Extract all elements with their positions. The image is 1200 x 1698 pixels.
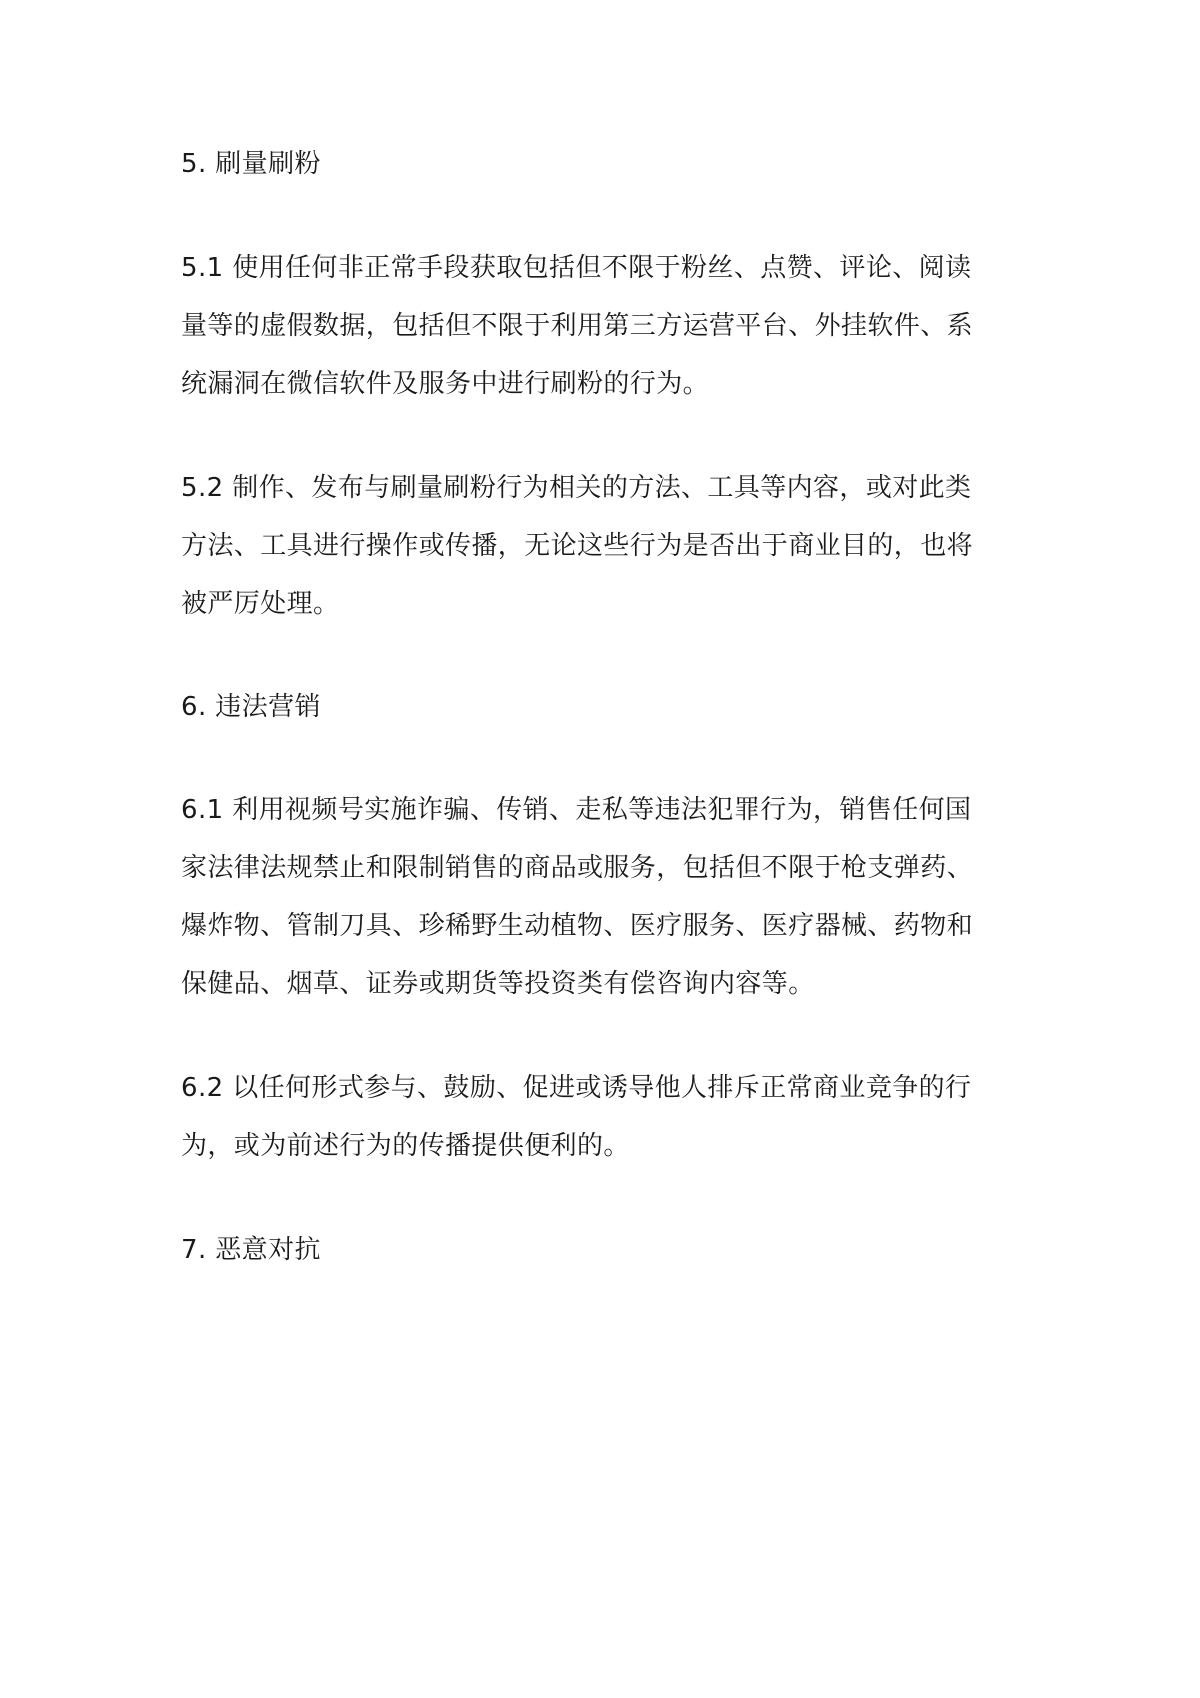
paragraph-line: 量等的虚假数据，包括但不限于利用第三方运营平台、外挂软件、系 xyxy=(181,311,974,341)
paragraph-line: 方法、工具进行操作或传播，无论这些行为是否出于商业目的，也将 xyxy=(181,531,974,561)
paragraph-line: 被严厉处理。 xyxy=(181,589,340,619)
paragraph-line: 为，或为前述行为的传播提供便利的。 xyxy=(181,1131,630,1161)
section-heading-7: 7. 恶意对抗 xyxy=(181,1235,321,1265)
paragraph-line: 5.1 使用任何非正常手段获取包括但不限于粉丝、点赞、评论、阅读 xyxy=(181,253,972,283)
paragraph-line: 6.1 利用视频号实施诈骗、传销、走私等违法犯罪行为，销售任何国 xyxy=(181,795,972,825)
section-heading-6: 6. 违法营销 xyxy=(181,692,321,722)
section-heading-5: 5. 刷量刷粉 xyxy=(181,149,321,179)
paragraph-line: 5.2 制作、发布与刷量刷粉行为相关的方法、工具等内容，或对此类 xyxy=(181,473,972,503)
paragraph-line: 保健品、烟草、证券或期货等投资类有偿咨询内容等。 xyxy=(181,969,815,999)
paragraph-line: 6.2 以任何形式参与、鼓励、促进或诱导他人排斥正常商业竞争的行 xyxy=(181,1073,972,1103)
paragraph-line: 爆炸物、管制刀具、珍稀野生动植物、医疗服务、医疗器械、药物和 xyxy=(181,911,974,941)
paragraph-line: 家法律法规禁止和限制销售的商品或服务，包括但不限于枪支弹药、 xyxy=(181,853,974,883)
paragraph-line: 统漏洞在微信软件及服务中进行刷粉的行为。 xyxy=(181,369,710,399)
